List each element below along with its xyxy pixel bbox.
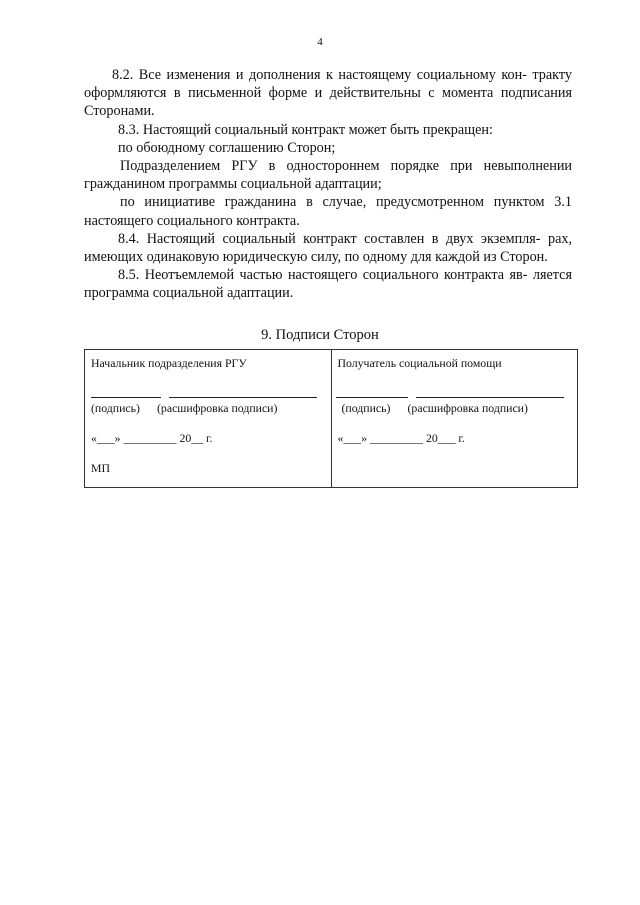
paragraph-8-3-item-2-line-1: Подразделением РГУ в одностороннем порядке при невыполнении	[120, 158, 572, 175]
paragraph-8-5	[84, 266, 572, 302]
signature-cell-left	[85, 350, 331, 487]
paragraph-8-4-line-2: рах, имеющих одинаковую юридическую силу, по одному для каждой из	[84, 230, 573, 266]
paragraph-8-5-line-2: ляется программа социальной адаптации.	[84, 267, 573, 302]
decode-line[interactable]	[416, 397, 564, 398]
date-field[interactable]: «___» _________ 20__ г.	[91, 431, 213, 445]
signatures-table	[84, 349, 578, 488]
paragraph-8-3-item-3	[84, 193, 572, 229]
paragraph-8-4-line-1: 8.4. Настоящий социальный контракт составлен в двух экземпля-	[118, 230, 541, 247]
signature-caption: (подпись)	[91, 401, 140, 415]
stamp-place-label: МП	[91, 461, 111, 475]
recipient-label: Получатель социальной помощи	[337, 356, 502, 370]
signature-line[interactable]	[336, 397, 408, 398]
paragraph-8-4	[84, 230, 572, 266]
signature-cell-right	[331, 350, 578, 487]
paragraph-8-3-item-2-line-2: гражданином программы социальной адаптации;	[84, 176, 382, 193]
paragraph-8-3: 8.3. Настоящий социальный контракт может быть прекращен:	[118, 121, 493, 138]
paragraph-8-3-item-3-line-1: по инициативе гражданина в случае, предусмотренном пунктом	[120, 194, 545, 211]
page-number: 4	[317, 36, 323, 48]
paragraph-8-2-line-2: тракту оформляются в письменной форме и действительны с момента	[84, 67, 572, 102]
decode-line[interactable]	[169, 397, 317, 398]
paragraph-8-3-item-2	[84, 157, 572, 193]
signature-line[interactable]	[91, 397, 161, 398]
paragraph-8-3-item-3-line-2: 3.1 настоящего социального контракта.	[84, 194, 573, 229]
contract-body	[84, 66, 572, 303]
date-field[interactable]: «___» _________ 20___ г.	[337, 431, 465, 445]
head-of-subdivision-label: Начальник подразделения РГУ	[91, 356, 247, 370]
decode-caption: (расшифровка подписи)	[157, 401, 278, 415]
paragraph-8-2	[84, 66, 572, 121]
paragraph-8-3-item-1: по обоюдному соглашению Сторон;	[118, 139, 336, 156]
paragraph-8-2-line-3: подписания Сторонами.	[84, 85, 572, 120]
paragraph-8-5-line-1: 8.5. Неотъемлемой частью настоящего социального контракта яв-	[118, 267, 528, 284]
paragraph-8-2-line-1: 8.2. Все изменения и дополнения к настоящему социальному кон-	[112, 67, 527, 83]
paragraph-8-4-line-3: Сторон.	[500, 249, 548, 266]
signature-caption: (подпись)	[341, 401, 391, 415]
section-heading: 9. Подписи Сторон	[261, 327, 379, 343]
decode-caption: (расшифровка подписи)	[407, 401, 528, 415]
